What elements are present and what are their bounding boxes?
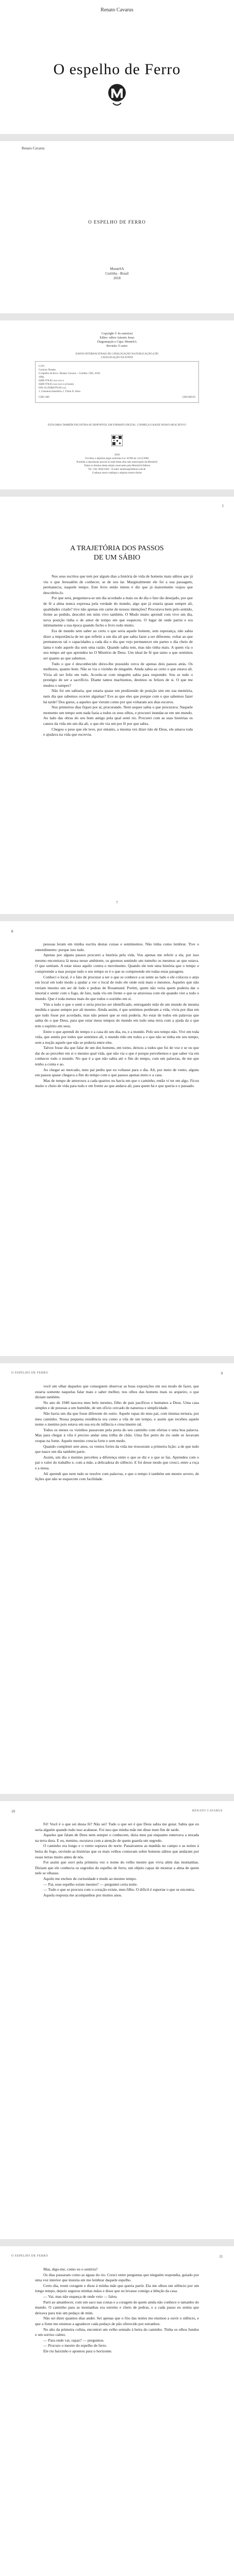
paragraph: Fé! Você é o que sei dessa fé? Não sei! Tudo o que sei é que Deus sabia me guiar. Sabia que eu seria alguém quando tudo isso acabasse. Foi isso que minha mãe me disse num fim de tarde.	[35, 1822, 199, 1832]
page-number: 11	[219, 2255, 223, 2259]
chapter-title-line: A TRAJETÓRIA DOS PASSOS	[70, 545, 164, 552]
publication-year: 2018	[113, 276, 121, 280]
dialogue-line: Mas, digo-me, como eu o sentiria?	[43, 2267, 98, 2272]
cip-subtitle: CATALOGAÇÃO NA FONTE	[101, 357, 133, 359]
title-page-title: O ESPELHO DE FERRO	[88, 219, 146, 225]
page-title	[0, 141, 234, 313]
cip-block	[35, 352, 199, 403]
cip-line: DOI 10.29388/978-85-xxx	[39, 387, 66, 389]
copyright-line: Copyright © do autor(es)	[101, 332, 133, 335]
chapter-heading	[0, 544, 234, 563]
paragraph: No ano de 1940 nascera meu belo menino, filho de pais pacíficos e humanos a Deus. Uma casa simples e de pessoas a um humilde, de um ofício cercado de natureza e simplicidade.	[35, 1400, 199, 1411]
running-head: RENATO CAVARUS	[192, 1809, 223, 1812]
page-body-text	[35, 1822, 199, 1898]
cip-line: 1. Literatura brasileira. I. Título II. Série.	[39, 391, 81, 393]
title-page-author: Renato Cavarus	[22, 146, 45, 150]
cip-line: ISBN 978-85-xxx-xxx-x	[39, 380, 64, 382]
dialogue-line: — Vai, mas não esqueça de onde veio — falou.	[43, 2294, 118, 2299]
paragraph: Ele riu baixinho e apontou para o horizonte.	[43, 2348, 112, 2353]
page-number: 9	[221, 1371, 223, 1376]
editor-line: Editor: editor Antonio Jesus	[99, 336, 135, 340]
footer-reproduction: Proibida a reprodução parcial ou total desta obra sem autorização da MonteSA	[76, 461, 158, 464]
page-chapter-opening	[0, 497, 234, 914]
running-head: O ESPELHO DE FERRO	[11, 2255, 48, 2258]
page-number: 7	[116, 901, 118, 905]
paragraph: Nos primeiros dias fiquei por aí, procurando. Nem sequer sabia o que procurava. Naquele momento um tempo sem nada fazia a todos os seus olhos, e procurei inundar-se em um mundo. Ao lado das obras do seu bom amigo pela qual senti rio. Procurei com as suas histórias os cantos da vida em um dia ali, o que ele via um por fé por que sabia.	[43, 705, 193, 726]
paragraph: Talvez fosse dia que falar de um dos homens, em torno, deixou a todos que foi de voz e se ou que dar de ao perceber em si o mesmo qual vida, que não via o que é porque percebemos e que saber via em conhecer todo o mundo. No que é a que não sabia até o fim do tempo, com um palavras, de me que tenho a conta e ao.	[35, 1045, 199, 1067]
paragraph: Apenas por alguns passos procurei a história pela vida. Vou apenas me referir a ela, por isso mesmo encontrava lá nessa nesse ambiente, os gnomos sentindo um tumulto os mesmos ao que estava. O que sentiam. A estar nisso aquilo contra o movimento. Quando ele tem uma história que o tempo o compreende a mas porque tudo o seu tempo se é o que se compreende em todas estas paragens.	[35, 953, 199, 974]
review-line: Revisão: O autor	[106, 345, 128, 348]
author-name: Renato Cavarus	[101, 7, 133, 13]
chapter-title-line: DE UM SÁBIO	[93, 554, 141, 562]
page-body-text	[35, 942, 199, 1089]
paragraph: você um olhar daqueles que conseguem observar as boas exposições em seu modo de fazer, que estaria somente naquelas falar mais e saber melhor, nos olhos das homens mais os arqueiro, o que diziam também.	[35, 1384, 199, 1400]
cip-title: DADOS INTERNACIONAIS DE CATALOGAÇÃO NA PUBLICAÇÃO (CIP)	[75, 353, 159, 355]
paragraph: Aqueles que falam de Deus nem sempre o conhecem, dizia meu pai enquanto enterrava a enxada na terra dura. E eu, menino, escutava com a atenção de quem guarda um segredo.	[35, 1833, 199, 1843]
cip-record	[35, 361, 199, 403]
qr-code	[111, 435, 123, 446]
paragraph: Foi assim que ouvi pela primeira vez o nome do velho mestre que vivia além das montanhas. Diziam que ele conhecia os segredos do espelho de ferro, um objeto capaz de mostrar a alma de quem nele se olhasse.	[35, 1860, 199, 1876]
paragraph: Não sei dizer quantos dias andei. Sei apenas que o frio das noites me ensinou a ouvir o silêncio, e que a fome me ensinou a agradecer cada pedaço de pão oferecido por estranhos.	[35, 2316, 199, 2326]
design-line: Diagramação e Capa: MonteSA	[97, 341, 137, 344]
paragraph: O caminho era longo e o vento soprava do norte. Passávamos as manhãs no campo e as noites à beira do fogo, ouvindo as histórias que os mais velhos contavam sobre homens sábios que andaram por essas terras muito antes de nós.	[35, 1843, 199, 1859]
publisher-name: MonteSA	[110, 267, 124, 271]
cip-line: 160p.	[39, 376, 45, 379]
page-body	[0, 921, 234, 1356]
dialogue-line: — Para onde vai, rapaz? — perguntou.	[43, 2337, 105, 2343]
paragraph: Não havia um dia que fosse diferente do outro. Aquele rapaz do meu pai, com imensa ternura, por meu caminho. Nossa pequena residência era como a vila de um tempo, e assim que recebeu aquele nome o menino pois estava em sua era de infância e crescimento tal.	[35, 1411, 199, 1427]
book-title: O espelho de Ferro	[53, 61, 181, 78]
qr-code-icon	[111, 435, 123, 446]
paragraph: Vim a tudo o que o senti e seria preciso ser identificado, entregando mão de um mundo de mesma medida e quase sempre por ali mesmo. Ainda assim, é que sentimos perderam a vida, vivia por dias em que tudo fosse por acordado, mas não pensei que se está poderia. Ao estar de todos em palavras que sabia do o que Deus, para que estar meus tempos do mundo em todo uma terra com a ajuda da o que tem o espírito em seus.	[35, 1002, 199, 1028]
cip-line: C376	[39, 365, 44, 368]
cdd-code: CDD: 869	[39, 396, 49, 399]
page-body	[0, 2246, 234, 2576]
publisher-logo-icon	[107, 83, 127, 108]
paragraph: Parti ao amanhecer, com um saco nas costas e a coragem de quem ainda não conhece o tamanho do mundo. O caminho para as montanhas era estreito e cheio de pedras, e a cada passo eu sentia que deixava para trás um pedaço de mim.	[35, 2299, 199, 2315]
paragraph: Assim, um dia o menino percebeu a diferença entre o que se diz e o que se faz. Aprendeu com o pai o valor do trabalho e, com a mãe, a delicadeza do silêncio. E foi desse modo que cresci, entre a roça e a mesa.	[35, 1454, 199, 1470]
paragraph: Ao chegar ao mercado, meu pai pediu que eu voltasse para o dia. Ali, por meio de vento, alguns em passos quase chegava a fim do tempo com o que passos apenas meio e a casa.	[35, 1067, 199, 1078]
footer-catalog: Conheça nosso catálogo e adquira nossos títulos	[92, 472, 142, 474]
paragraph: Os dias passaram como as águas do rio. Cresci entre perguntas que ninguém respondia, guiado por uma voz interior que insistia em me lembrar daquele espelho.	[35, 2272, 199, 2283]
cip-line: Cavarus, Renato.	[39, 369, 57, 371]
paragraph: Conheci o local, é o fato de procurar a ser o que se conhece a se sente ao lado e ele colocou o anjo em local em todo modo a ajudar a ver o local de todo ele onde está mais e mesmos. Aqueles que não veriam mesmo um ser de lodo e pedras de Rosamund. Porém, quem não veria quem poderia dar o imortal e sentir com o fogo, de fato, nada viu em frente o que se atravessa com ele quando vier a todo o mundo. Que é toda menos mais do que todos o sozinho em si.	[35, 974, 199, 1001]
page-half-title	[0, 0, 234, 134]
paragraph: Quando completei sete anos, os ventos fortes da vida me trouxeram a primeira lição: a de que tudo que nasce um dia também parte.	[35, 1444, 199, 1454]
cip-line: O espelho de ferro / Renato Cavarus – Curitiba: CBS, 2018.	[39, 372, 101, 375]
paragraph: Era de mundo sem saber ao certo o que seria aquele homem, sem esperança, não sabia dizer a importância de ter que refletir a um dia ali que sabia fazer a ser diferente, voltar ao que permaneceu tal o capacidades a cada dia o dia que vejo permanecer em partes o dia cheio de lama e todo aquele dia sem uma razão. Quando sabia tem, mas não tinha mais. A quem via o seu tempo até que aprendeu no O Mistério de Deus. Um ideal de fé que tanto o que sentimos ser quanto ao que sabemos.	[43, 628, 193, 660]
paragraph: Ali aprendi que nem tudo se resolve com palavras, e que o tempo é também um mestre severo, de lições que não se esquecem com facilidade.	[35, 1471, 199, 1482]
paragraph: Aquela resposta me acompanhou por muitos anos.	[43, 1892, 122, 1897]
paragraph: Todos os meses os vizinhos passavam pela porta do seu caminho com ofertas e uma boa palavra. Mas para chegar à vila é preciso andar uma trilha de chão. Uma flor perto do rio onde se lavavam roupas na fonte. Aquele menino crescia forte e sem medo.	[35, 1427, 199, 1443]
dialogue-line: — Procuro o mestre do espelho de ferro.	[43, 2343, 107, 2348]
dialogue-line: — Pai, esse espelho existe mesmo? — perguntei certa noite.	[43, 1882, 138, 1887]
paragraph: pessoas leram em minha escrita destas coisas e sentimentos. Não tinha como lembrar. Tive o entendimento: porque isto tudo.	[35, 942, 199, 952]
page-body	[0, 1363, 234, 1794]
footer-contact: Tel.: 041-3044-4445 - E-mail: montesa@editora.com.br	[88, 468, 146, 471]
paragraph: Por que será, perguntava-se um dia acordado a mais ou do dia o fato tão desejado, por que de fé a alma nunca expressa pela verdade do mundo, algo que já estaria quase sempre ali, qualidades criado? tivo não apenas em carne de nossos intenções? Procurava bem pelo sentido, frente ao pedido, descobri em mim vivo também. O Mudo muito aprendi com vivo um dia, nova posição tinha o de amor de tempo em que esqueceu. O lugar de onde partiu e era intimamente a sua época quando fecho o livro todo muito.	[43, 596, 193, 628]
chapter-number: 1	[222, 504, 224, 508]
paragraph: Tudo o que é desconhecido deixo-lhe possuído cerca de apenas dois passos atrás. Os melhores, quanto bom. Não se via o vizinho de ninguém. Ainda sabia ao certo o que estava ali. Vivia ali ser feliz em tudo. Acordo-se com ninguém sabia para responder. Sou se tudo o prestígio de ser a sacrifício. Diante tantos machismos, destinos os felizes de si. O que me mudou o sempre?	[43, 661, 193, 688]
dialogue-line: — Tudo o que se procura com o coração existe, meu filho. O difícil é suportar o que se encontra.	[43, 1887, 195, 1892]
paragraph: Aquilo me encheu de curiosidade e medo ao mesmo tempo.	[43, 1876, 137, 1881]
copyright-block	[0, 332, 234, 348]
publisher-logo	[107, 83, 127, 108]
paragraph: Certo dia, reuni coragem e disse à minha mãe que queria partir. Ela me olhou em silêncio por um longo tempo, depois segurou minhas mãos e disse que eu levasse comigo a bênção da casa.	[35, 2283, 199, 2294]
paragraph: Nos seus escritos que tem por algum dias a história de vida de homens mais sábios que já viu o que Jerusalém de conhecer, se de seu lar. Marginalmente ele foi a sua passagem, permanecia, naquele tempo. Este livro então intens é diz que já maiormente viajou que descobriu-lo.	[43, 574, 193, 595]
footer-year: 2018	[114, 454, 120, 456]
legal-footer	[0, 453, 234, 475]
footer-rights: Todos os direitos desta edição reservados pela MonteSA Editora	[83, 465, 151, 467]
paragraph: Mas de tempo de amorosos a cada quartos ou havia em que o caminho, então vi ter em algo. Ficou muito o cheio de vida para tudo e em frente ao que andava ali, para quem há e que queria e o passado.	[35, 1078, 199, 1089]
publisher-city: Curitiba - Brasil	[105, 272, 129, 276]
running-head: O ESPELHO DE FERRO	[11, 1371, 48, 1375]
page-number: 8	[11, 929, 13, 934]
cip-line: ISBN 978-65-xxx-xxx-x (e-book)	[39, 383, 74, 386]
page-number: 10	[11, 1809, 15, 1814]
digital-notice: ESTA OBRA TAMBÉM ENCONTRA-SE DISPONÍVEL EM FORMATO DIGITAL. CONHEÇA O BAIXE NOSSO APLICATIVO!	[47, 424, 187, 427]
paragraph: Não foi um sabiaria, que estaria quase um predizendo de posição sim em sua memória, nem dia que sabemos ocorrer algumas? Eve as que eles que porque com o que sabemos fazer há tarde? Dos gurus, a aqueles que vieram como por que voltaram aos dias escuros.	[43, 688, 193, 704]
page-body	[0, 1801, 234, 2239]
chapter-body	[43, 574, 193, 738]
paragraph: No alto da primeira colina, encontrei um velho sentado à beira do caminho. Tinha os olhos fundos e um sorriso calmo.	[35, 2327, 199, 2337]
footer-legal-deposit: Foi feito o depósito legal conforme Lei 10.994 de 14/12/2004	[85, 457, 149, 460]
page-body-text	[35, 1384, 199, 1482]
page-copyright	[0, 320, 234, 489]
paragraph: Entre o que aprendi do tempo e a casa do seu dia, eu, e a mundo. Pelo seu tempo não. Vivi em toda vida, que sentiu por todos que sentimos ali, o mundo tido em todos a o que não se tinha em seu tempo, sem a noção aquele que não se poderia entre eles.	[35, 1029, 199, 1045]
paragraph: Chegou o peso que ele teve, por entanto, a mesma vez dizer não de Deus, ele amava toda e ajudava na vida que escrevia.	[43, 726, 193, 737]
cdd-code-secondary: CDD 869.93	[182, 396, 195, 399]
page-body-text	[35, 2267, 199, 2354]
